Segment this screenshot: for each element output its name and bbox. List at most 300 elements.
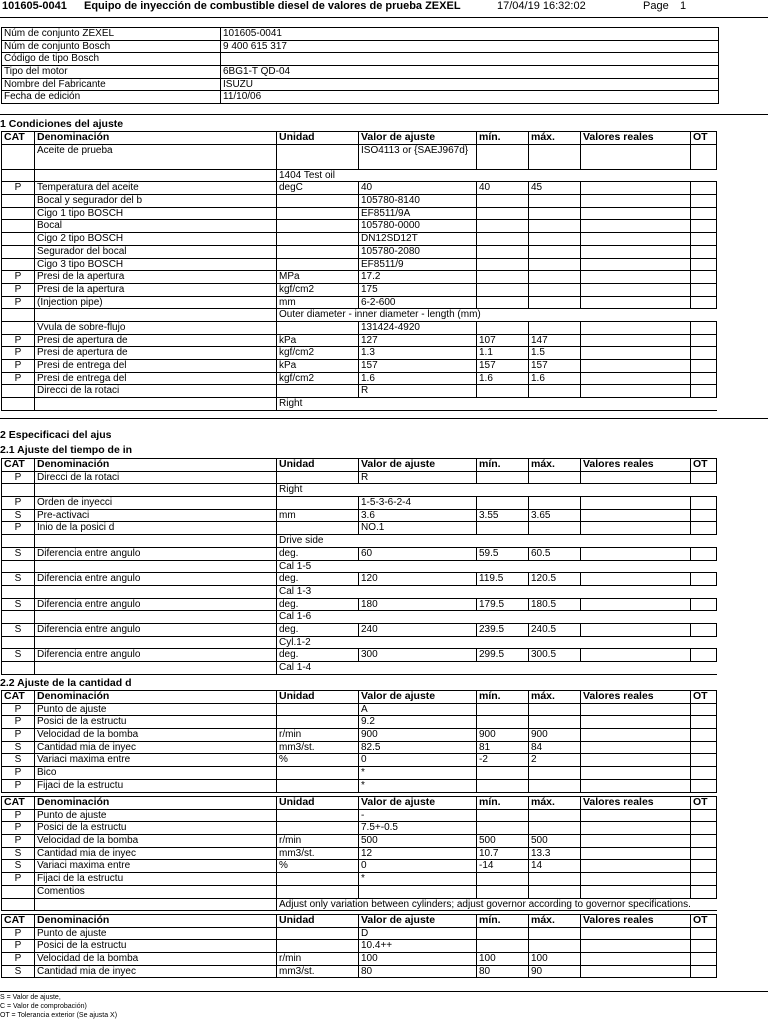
table-row [2, 940, 717, 953]
cat-cell: P [2, 360, 35, 373]
info-value: ISUZU [221, 78, 719, 91]
min-cell [477, 471, 529, 484]
unit-cell [277, 809, 359, 822]
ot-cell [691, 809, 717, 822]
max-cell [529, 258, 581, 271]
ot-cell [691, 271, 717, 284]
actual-cell [581, 767, 691, 780]
actual-cell [581, 649, 691, 662]
unit-cell: kgf/cm2 [277, 283, 359, 296]
unit-cell: deg. [277, 573, 359, 586]
table-row [2, 220, 717, 233]
max-cell [529, 245, 581, 258]
max-cell: 90 [529, 965, 581, 978]
column-header: Valor de ajuste [359, 132, 477, 145]
name-cell: Variaci maxima entre [35, 860, 277, 873]
column-header: CAT [2, 915, 35, 928]
max-cell [529, 767, 581, 780]
name-cell [35, 169, 277, 182]
note-cell: Cal 1-4 [277, 662, 717, 675]
min-cell [477, 296, 529, 309]
ot-cell [691, 283, 717, 296]
column-header: Valores reales [581, 797, 691, 810]
name-cell: Bocal [35, 220, 277, 233]
max-cell: 100 [529, 953, 581, 966]
max-cell: 1.5 [529, 347, 581, 360]
column-header: Valores reales [581, 132, 691, 145]
name-cell [35, 636, 277, 649]
name-cell: Punto de ajuste [35, 809, 277, 822]
page-label: Page [643, 0, 669, 12]
unit-cell: kPa [277, 334, 359, 347]
table-row [2, 195, 717, 208]
max-cell [529, 471, 581, 484]
actual-cell [581, 334, 691, 347]
unit-cell: degC [277, 182, 359, 195]
cat-cell: S [2, 965, 35, 978]
actual-cell [581, 283, 691, 296]
value-cell: NO.1 [359, 522, 477, 535]
unit-cell [277, 703, 359, 716]
actual-cell [581, 471, 691, 484]
cat-cell: S [2, 649, 35, 662]
column-header: Valor de ajuste [359, 915, 477, 928]
value-cell: 180 [359, 598, 477, 611]
unit-cell: kgf/cm2 [277, 372, 359, 385]
header-rule [0, 17, 768, 18]
max-cell [529, 220, 581, 233]
legend-line: S = Valor de ajuste, [0, 994, 61, 1001]
actual-cell [581, 347, 691, 360]
name-cell: (Injection pipe) [35, 296, 277, 309]
value-cell: A [359, 703, 477, 716]
column-header: Valores reales [581, 915, 691, 928]
actual-cell [581, 623, 691, 636]
min-cell [477, 271, 529, 284]
actual-cell [581, 207, 691, 220]
ot-cell [691, 522, 717, 535]
ot-cell [691, 927, 717, 940]
name-cell: Vvula de sobre-flujo [35, 321, 277, 334]
value-cell: 9.2 [359, 716, 477, 729]
unit-cell: mm3/st. [277, 847, 359, 860]
column-header: máx. [529, 691, 581, 704]
min-cell: 119.5 [477, 573, 529, 586]
ot-cell [691, 144, 717, 169]
value-cell: 900 [359, 729, 477, 742]
name-cell: Direcci de la rotaci [35, 471, 277, 484]
min-cell [477, 195, 529, 208]
ot-cell [691, 847, 717, 860]
column-header: OT [691, 132, 717, 145]
legend-line: C = Valor de comprobación) [0, 1003, 87, 1010]
value-cell: EF8511/9 [359, 258, 477, 271]
section2-2-table-b [1, 796, 717, 911]
note-cell: Cal 1-3 [277, 585, 717, 598]
unit-cell: % [277, 860, 359, 873]
table-row [2, 522, 717, 535]
cat-cell [2, 309, 35, 322]
unit-cell: % [277, 754, 359, 767]
min-cell [477, 822, 529, 835]
actual-cell [581, 860, 691, 873]
cat-cell: P [2, 471, 35, 484]
table-row [2, 535, 717, 548]
min-cell: -2 [477, 754, 529, 767]
name-cell [35, 898, 277, 911]
ot-cell [691, 296, 717, 309]
max-cell [529, 385, 581, 398]
cat-cell [2, 560, 35, 573]
note-cell: Cyl.1-2 [277, 636, 717, 649]
cat-cell: S [2, 623, 35, 636]
cat-cell: P [2, 703, 35, 716]
min-cell [477, 716, 529, 729]
doc-datetime: 17/04/19 16:32:02 [497, 0, 586, 12]
table-row [2, 662, 717, 675]
max-cell [529, 716, 581, 729]
ot-cell [691, 716, 717, 729]
name-cell: Bico [35, 767, 277, 780]
ot-cell [691, 885, 717, 898]
cat-cell: P [2, 182, 35, 195]
table-row [2, 283, 717, 296]
column-header: CAT [2, 132, 35, 145]
name-cell: Velocidad de la bomba [35, 835, 277, 848]
min-cell [477, 885, 529, 898]
unit-cell: mm3/st. [277, 965, 359, 978]
cat-cell [2, 636, 35, 649]
value-cell: 175 [359, 283, 477, 296]
name-cell: Orden de inyecci [35, 497, 277, 510]
value-cell: 80 [359, 965, 477, 978]
note-cell: Adjust only variation between cylinders; adjust governor according to governor specifications. [277, 898, 717, 911]
ot-cell [691, 953, 717, 966]
value-cell: 240 [359, 623, 477, 636]
actual-cell [581, 195, 691, 208]
actual-cell [581, 716, 691, 729]
name-cell: Cigo 1 tipo BOSCH [35, 207, 277, 220]
section2-2-title: 2.2 Ajuste de la cantidad d [0, 677, 132, 689]
info-row [2, 53, 719, 66]
ot-cell [691, 220, 717, 233]
table-row [2, 835, 717, 848]
value-cell: 131424-4920 [359, 321, 477, 334]
info-row [2, 40, 719, 53]
cat-cell: S [2, 509, 35, 522]
value-cell: DN12SD12T [359, 233, 477, 246]
cat-cell [2, 220, 35, 233]
max-cell [529, 522, 581, 535]
ot-cell [691, 245, 717, 258]
max-cell [529, 809, 581, 822]
header-row [2, 797, 717, 810]
min-cell: 500 [477, 835, 529, 848]
ot-cell [691, 385, 717, 398]
value-cell: EF8511/9A [359, 207, 477, 220]
min-cell: 239.5 [477, 623, 529, 636]
table-row [2, 560, 717, 573]
max-cell [529, 885, 581, 898]
table-row [2, 372, 717, 385]
ot-cell [691, 509, 717, 522]
value-cell: 105780-8140 [359, 195, 477, 208]
legend-line: OT = Tolerancia exterior (Se ajusta X) [0, 1012, 118, 1019]
name-cell [35, 309, 277, 322]
value-cell: 10.4++ [359, 940, 477, 953]
unit-cell [277, 885, 359, 898]
info-value [221, 53, 719, 66]
page-number: 1 [680, 0, 687, 12]
info-value: 6BG1-T QD-04 [221, 66, 719, 79]
cat-cell [2, 662, 35, 675]
min-cell [477, 522, 529, 535]
table-row [2, 741, 717, 754]
min-cell: 3.55 [477, 509, 529, 522]
unit-cell [277, 220, 359, 233]
actual-cell [581, 835, 691, 848]
min-cell [477, 207, 529, 220]
name-cell: Punto de ajuste [35, 927, 277, 940]
column-header: mín. [477, 459, 529, 472]
max-cell [529, 703, 581, 716]
value-cell: 120 [359, 573, 477, 586]
column-header: Valor de ajuste [359, 459, 477, 472]
table-row [2, 258, 717, 271]
column-header: Unidad [277, 132, 359, 145]
min-cell [477, 703, 529, 716]
ot-cell [691, 623, 717, 636]
table-row [2, 649, 717, 662]
cat-cell [2, 385, 35, 398]
info-label: Núm de conjunto ZEXEL [2, 28, 221, 41]
max-cell [529, 283, 581, 296]
info-label: Nombre del Fabricante [2, 78, 221, 91]
max-cell: 147 [529, 334, 581, 347]
column-header: OT [691, 797, 717, 810]
cat-cell: P [2, 822, 35, 835]
cat-cell [2, 195, 35, 208]
name-cell: Pre-activaci [35, 509, 277, 522]
column-header: Denominación [35, 691, 277, 704]
table-row [2, 347, 717, 360]
divider [0, 114, 768, 115]
table-row [2, 509, 717, 522]
actual-cell [581, 573, 691, 586]
value-cell: 3.6 [359, 509, 477, 522]
name-cell: Diferencia entre angulo [35, 649, 277, 662]
min-cell [477, 283, 529, 296]
actual-cell [581, 940, 691, 953]
column-header: Denominación [35, 797, 277, 810]
info-label: Tipo del motor [2, 66, 221, 79]
actual-cell [581, 385, 691, 398]
name-cell: Presi de apertura de [35, 334, 277, 347]
cat-cell [2, 585, 35, 598]
min-cell: 80 [477, 965, 529, 978]
ot-cell [691, 822, 717, 835]
table-row [2, 360, 717, 373]
table-row [2, 497, 717, 510]
actual-cell [581, 321, 691, 334]
info-table [1, 27, 719, 104]
table-row [2, 623, 717, 636]
name-cell: Segurador del bocal [35, 245, 277, 258]
value-cell: 12 [359, 847, 477, 860]
unit-cell [277, 822, 359, 835]
section2-1-title: 2.1 Ajuste del tiempo de in [0, 444, 133, 456]
actual-cell [581, 873, 691, 886]
table-row [2, 860, 717, 873]
min-cell [477, 779, 529, 792]
cat-cell [2, 207, 35, 220]
cat-cell: S [2, 754, 35, 767]
cat-cell [2, 535, 35, 548]
name-cell: Aceite de prueba [35, 144, 277, 169]
info-value: 11/10/06 [221, 91, 719, 104]
ot-cell [691, 334, 717, 347]
ot-cell [691, 497, 717, 510]
note-cell: Cal 1-5 [277, 560, 717, 573]
column-header: Unidad [277, 797, 359, 810]
actual-cell [581, 754, 691, 767]
cat-cell: P [2, 873, 35, 886]
name-cell: Fijaci de la estructu [35, 873, 277, 886]
table-row [2, 309, 717, 322]
max-cell [529, 873, 581, 886]
name-cell [35, 484, 277, 497]
ot-cell [691, 835, 717, 848]
table-row [2, 245, 717, 258]
cat-cell [2, 398, 35, 411]
value-cell: 82.5 [359, 741, 477, 754]
info-value: 101605-0041 [221, 28, 719, 41]
unit-cell: mm3/st. [277, 741, 359, 754]
header-row [2, 915, 717, 928]
cat-cell: P [2, 716, 35, 729]
unit-cell [277, 207, 359, 220]
table-row [2, 822, 717, 835]
actual-cell [581, 547, 691, 560]
value-cell: 6-2-600 [359, 296, 477, 309]
ot-cell [691, 573, 717, 586]
name-cell: Diferencia entre angulo [35, 573, 277, 586]
name-cell: Cigo 2 tipo BOSCH [35, 233, 277, 246]
ot-cell [691, 347, 717, 360]
table-row [2, 779, 717, 792]
cat-cell: P [2, 940, 35, 953]
max-cell: 45 [529, 182, 581, 195]
ot-cell [691, 182, 717, 195]
column-header: Denominación [35, 459, 277, 472]
table-row [2, 885, 717, 898]
column-header: Unidad [277, 915, 359, 928]
column-header: Denominación [35, 132, 277, 145]
max-cell: 13.3 [529, 847, 581, 860]
table-row [2, 703, 717, 716]
name-cell: Variaci maxima entre [35, 754, 277, 767]
name-cell [35, 535, 277, 548]
cat-cell: S [2, 847, 35, 860]
max-cell: 240.5 [529, 623, 581, 636]
cat-cell [2, 245, 35, 258]
note-cell: Cal 1-6 [277, 611, 717, 624]
cat-cell: P [2, 779, 35, 792]
note-cell: 1404 Test oil [277, 169, 717, 182]
cat-cell: S [2, 547, 35, 560]
value-cell: R [359, 385, 477, 398]
actual-cell [581, 927, 691, 940]
value-cell: 0 [359, 860, 477, 873]
column-header: CAT [2, 797, 35, 810]
max-cell: 1.6 [529, 372, 581, 385]
ot-cell [691, 754, 717, 767]
min-cell: 179.5 [477, 598, 529, 611]
min-cell [477, 809, 529, 822]
info-value: 9 400 615 317 [221, 40, 719, 53]
section2-title: 2 Especificaci del ajus [0, 429, 112, 441]
ot-cell [691, 372, 717, 385]
ot-cell [691, 547, 717, 560]
actual-cell [581, 245, 691, 258]
actual-cell [581, 372, 691, 385]
max-cell: 157 [529, 360, 581, 373]
table-row [2, 767, 717, 780]
table-row [2, 573, 717, 586]
table-row [2, 144, 717, 169]
min-cell: 81 [477, 741, 529, 754]
unit-cell [277, 873, 359, 886]
value-cell: * [359, 873, 477, 886]
table-row [2, 898, 717, 911]
value-cell: 105780-2080 [359, 245, 477, 258]
ot-cell [691, 207, 717, 220]
name-cell: Posici de la estructu [35, 940, 277, 953]
table-row [2, 296, 717, 309]
column-header: Valor de ajuste [359, 797, 477, 810]
cat-cell: P [2, 729, 35, 742]
max-cell [529, 822, 581, 835]
max-cell [529, 271, 581, 284]
column-header: mín. [477, 132, 529, 145]
unit-cell [277, 321, 359, 334]
info-row [2, 66, 719, 79]
name-cell: Posici de la estructu [35, 716, 277, 729]
column-header: máx. [529, 915, 581, 928]
min-cell: 157 [477, 360, 529, 373]
max-cell [529, 321, 581, 334]
unit-cell [277, 497, 359, 510]
actual-cell [581, 296, 691, 309]
ot-cell [691, 649, 717, 662]
value-cell: 17.2 [359, 271, 477, 284]
table-row [2, 385, 717, 398]
column-header: Valores reales [581, 459, 691, 472]
note-cell: Right [277, 484, 717, 497]
unit-cell [277, 779, 359, 792]
value-cell [359, 885, 477, 898]
value-cell: * [359, 767, 477, 780]
value-cell: 1.6 [359, 372, 477, 385]
value-cell: 1-5-3-6-2-4 [359, 497, 477, 510]
min-cell [477, 220, 529, 233]
cat-cell: P [2, 283, 35, 296]
actual-cell [581, 360, 691, 373]
cat-cell: P [2, 271, 35, 284]
name-cell: Cantidad mia de inyec [35, 741, 277, 754]
name-cell [35, 560, 277, 573]
value-cell: 105780-0000 [359, 220, 477, 233]
